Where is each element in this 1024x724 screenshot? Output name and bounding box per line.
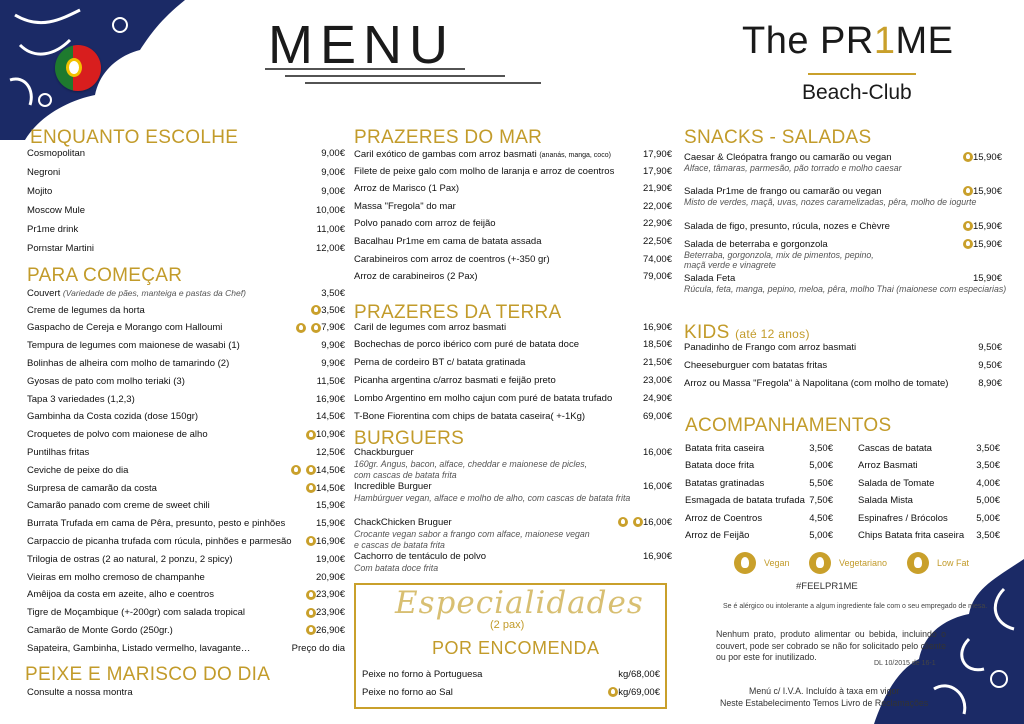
item-name: Cascas de batata xyxy=(858,442,932,454)
item-price: 14,50€ xyxy=(315,482,345,494)
burger-item xyxy=(354,548,672,564)
item-price: 15,90€ xyxy=(972,220,1002,232)
land-item xyxy=(354,337,672,353)
item-name: Tempura de legumes com maionese de wasabi (1) xyxy=(27,340,240,352)
starter-item xyxy=(27,533,345,549)
item-price: 14,50€ xyxy=(315,411,345,423)
item-name: Salada Pr1me de frango ou camarão ou vegan xyxy=(684,185,882,197)
item-price: 14,50€ xyxy=(315,464,345,476)
item-price: 5,00€ xyxy=(809,530,833,541)
item-price: 16,90€ xyxy=(315,535,345,547)
drink-item xyxy=(27,202,345,218)
item-name: Creme de legumes da horta xyxy=(27,304,145,316)
item-price: 7,90€ xyxy=(321,322,345,334)
starter-item xyxy=(27,622,345,638)
item-price: 9,00€ xyxy=(321,166,345,178)
salad-item xyxy=(684,218,1002,234)
starter-item xyxy=(27,427,345,443)
sea-item xyxy=(354,233,672,249)
dietary-icon xyxy=(306,465,316,475)
item-price: 5,00€ xyxy=(809,460,833,471)
item-name: Carabineiros com arroz de coentros (+-350 gr) xyxy=(354,253,550,265)
section-title-mar: PRAZERES DO MAR xyxy=(354,127,543,148)
item-name: Cosmopolitan xyxy=(27,147,86,159)
burger-item xyxy=(354,478,672,494)
dietary-icon xyxy=(306,536,316,546)
item-name: Arroz Basmati xyxy=(858,460,918,471)
item-price: 4,50€ xyxy=(809,512,833,524)
dietary-icon xyxy=(963,152,973,162)
item-price: kg/68,00€ xyxy=(618,668,660,680)
item-price: 4,00€ xyxy=(976,477,1000,489)
item-price: 12,00€ xyxy=(315,242,345,254)
item-price: 26,90€ xyxy=(315,624,345,636)
brand-divider xyxy=(808,73,916,75)
dietary-icon xyxy=(608,687,618,697)
side-item xyxy=(858,440,1000,456)
drink-item xyxy=(27,240,345,256)
starter-item xyxy=(27,587,345,603)
dietary-icon xyxy=(306,430,316,440)
dietary-icon xyxy=(963,221,973,231)
starter-item xyxy=(27,462,345,478)
item-price: 18,50€ xyxy=(642,339,672,351)
item-name: Peixe no forno à Portuguesa xyxy=(362,668,483,680)
dietary-icon xyxy=(306,625,316,635)
item-price: 15,90€ xyxy=(315,500,345,512)
item-name: Cachorro de tentáculo de polvo xyxy=(354,550,487,562)
item-price: 69,00€ xyxy=(642,410,672,422)
item-price: 10,00€ xyxy=(315,204,345,216)
dietary-icon xyxy=(618,517,628,527)
item-description: Crocante vegan sabor a frango com alface, maionese vegan xyxy=(354,529,590,539)
dietary-icon xyxy=(306,608,316,618)
item-description: Com batata doce frita xyxy=(354,563,439,573)
item-name: Cheeseburguer com batatas fritas xyxy=(684,359,828,371)
item-price: 17,90€ xyxy=(642,165,672,177)
section-title-acomp: ACOMPANHAMENTOS xyxy=(685,415,892,436)
item-price: 15,90€ xyxy=(972,272,1002,284)
land-item xyxy=(354,319,672,335)
item-name: Polvo panado com arroz de feijão xyxy=(354,218,496,230)
section-title-snacks: SNACKS - SALADAS xyxy=(684,127,872,148)
item-name: ChackChicken Bruguer xyxy=(354,516,452,528)
section-title-peixe: PEIXE E MARISCO DO DIA xyxy=(25,664,271,685)
item-price: 23,90€ xyxy=(315,607,345,619)
item-price: 3,50€ xyxy=(976,442,1000,454)
item-price: 23,90€ xyxy=(315,589,345,601)
item-name: Amêijoa da costa em azeite, alho e coentros xyxy=(27,589,214,601)
item-name: Sapateira, Gambinha, Listado vermelho, lavagante… xyxy=(27,642,251,654)
item-price: 3,50€ xyxy=(976,530,1000,541)
dietary-icon xyxy=(291,465,301,475)
item-price: 22,90€ xyxy=(642,218,672,230)
item-name: Gyosas de pato com molho teriaki (3) xyxy=(27,375,185,387)
item-price: 12,50€ xyxy=(315,446,345,458)
item-description: e cascas de batata frita xyxy=(354,540,445,550)
kids-item xyxy=(684,357,1002,373)
item-price: 11,50€ xyxy=(316,375,345,387)
item-name: Arroz de Feijão xyxy=(685,530,750,541)
item-price: 23,00€ xyxy=(642,374,672,386)
menu-title: MENU xyxy=(268,15,455,75)
section-title-burguers: BURGUERS xyxy=(354,428,465,449)
item-name: Salada Feta xyxy=(684,272,736,284)
item-description: maçã verde e vinagrete xyxy=(684,260,776,270)
item-name: Bolinhas de alheira com molho de tamarindo (2) xyxy=(27,357,230,369)
item-price: 15,90€ xyxy=(972,185,1002,197)
item-name: Gambinha da Costa cozida (dose 150gr) xyxy=(27,411,199,423)
item-price: 8,90€ xyxy=(978,377,1002,389)
item-price: 21,90€ xyxy=(642,183,672,195)
item-name: Bochechas de porco ibérico com puré de batata doce xyxy=(354,339,579,351)
item-name: T-Bone Fiorentina com chips de batata caseira( +-1Kg) xyxy=(354,410,586,422)
side-item xyxy=(685,510,833,526)
item-price: 5,50€ xyxy=(809,477,833,489)
section-title-terra: PRAZERES DA TERRA xyxy=(354,302,562,323)
starter-item xyxy=(27,605,345,621)
item-name: Chackburguer xyxy=(354,446,414,458)
item-price: 15,90€ xyxy=(972,238,1002,250)
item-name: Arroz de Marisco (1 Pax) xyxy=(354,183,460,195)
item-description: Misto de verdes, maçã, uvas, nozes caramelizadas, pêra, molho de iogurte xyxy=(684,197,977,207)
especialidades-title: POR ENCOMENDA xyxy=(432,638,600,658)
item-name: Surpresa de camarão da costa xyxy=(27,482,157,494)
item-price: 20,90€ xyxy=(315,571,345,583)
side-item xyxy=(858,475,1000,491)
dietary-icon xyxy=(306,483,316,493)
side-item xyxy=(685,475,833,491)
dietary-icon xyxy=(633,517,643,527)
starter-item xyxy=(27,516,345,532)
item-name: Puntilhas fritas xyxy=(27,446,90,458)
side-item xyxy=(858,458,1000,474)
drink-item xyxy=(27,145,345,161)
item-name: Gaspacho de Cereja e Morango com Halloumi xyxy=(27,322,223,334)
side-item xyxy=(685,493,833,509)
item-name: Arroz de carabineiros (2 Pax) xyxy=(354,271,478,283)
sea-item xyxy=(354,181,672,197)
starter-item xyxy=(27,569,345,585)
item-price: 7,50€ xyxy=(809,495,833,506)
peixe-note: Consulte a nossa montra xyxy=(27,686,133,698)
sea-item xyxy=(354,251,672,267)
dietary-icon xyxy=(311,323,321,333)
starter-item xyxy=(27,444,345,460)
vegetarian-icon xyxy=(809,552,831,574)
land-item xyxy=(354,355,672,371)
legend-vegan: Vegan xyxy=(734,552,790,574)
item-name: Salada de beterraba e gorgonzola xyxy=(684,238,828,250)
item-name: Salada de Tomate xyxy=(858,477,935,489)
drink-item xyxy=(27,221,345,237)
side-item xyxy=(685,458,833,474)
brand-logo: The PR1ME xyxy=(742,20,954,62)
item-name: Salada de figo, presunto, rúcula, nozes e Chèvre xyxy=(684,220,890,232)
starter-item xyxy=(27,338,345,354)
item-name: Massa "Fregola" do mar xyxy=(354,200,456,212)
brand-subtitle: Beach-Club xyxy=(802,81,912,104)
item-price: 9,90€ xyxy=(321,340,345,352)
item-price: 9,00€ xyxy=(321,147,345,159)
side-item xyxy=(858,528,1000,544)
land-item xyxy=(354,390,672,406)
dietary-icon xyxy=(963,239,973,249)
starter-item xyxy=(27,409,345,425)
item-name: Ceviche de peixe do dia xyxy=(27,464,129,476)
starter-item xyxy=(27,320,345,336)
item-name: Peixe no forno ao Sal xyxy=(362,686,453,698)
item-price: 3,50€ xyxy=(809,442,833,454)
item-description: Hambúrguer vegan, alface e molho de alho, com cascas de batata frita xyxy=(354,493,631,503)
item-name: Batata doce frita xyxy=(685,460,755,471)
item-name: Perna de cordeiro BT c/ batata gratinada xyxy=(354,357,526,369)
allergy-note: Se é alérgico ou intolerante a algum ingrediente fale com o seu empregado de mesa. xyxy=(723,603,988,610)
item-price: 3,50€ xyxy=(321,304,345,316)
item-price: 9,90€ xyxy=(321,357,345,369)
vegan-icon xyxy=(734,552,756,574)
starter-item xyxy=(27,498,345,514)
especialidades-pax: (2 pax) xyxy=(490,619,525,631)
item-price: 5,00€ xyxy=(976,495,1000,506)
special-item xyxy=(362,684,660,700)
starter-item xyxy=(27,480,345,496)
item-name: Croquetes de polvo com maionese de alho xyxy=(27,429,208,441)
item-name: Batata frita caseira xyxy=(685,442,765,454)
sea-item xyxy=(354,163,672,179)
item-price: 16,00€ xyxy=(642,480,672,492)
special-item xyxy=(362,666,660,682)
item-name: Camarão panado com creme de sweet chili xyxy=(27,500,210,512)
item-price: 16,90€ xyxy=(642,550,672,562)
dietary-icon xyxy=(311,305,321,315)
item-price: 5,00€ xyxy=(976,512,1000,524)
item-price: 3,50€ xyxy=(976,460,1000,471)
item-price: 16,90€ xyxy=(315,393,345,405)
item-description: com cascas de batata frita xyxy=(354,470,457,480)
item-description: 160gr. Angus, bacon, alface, cheddar e maionese de picles, xyxy=(354,459,588,469)
sea-item xyxy=(354,198,672,214)
item-name: Moscow Mule xyxy=(27,204,86,216)
section-title-comecar: PARA COMEÇAR xyxy=(27,265,183,286)
item-name: Bacalhau Pr1me em cama de batata assada xyxy=(354,235,542,247)
item-name: Trilogia de ostras (2 ao natural, 2 ponzu, 2 spicy) xyxy=(27,553,233,565)
starter-item xyxy=(27,355,345,371)
item-name: Tigre de Moçambique (+-200gr) com salada tropical xyxy=(27,607,245,619)
item-name: Caril de legumes com arroz basmati xyxy=(354,321,507,333)
item-name: Espinafres / Brócolos xyxy=(858,512,948,524)
legal-reference: DL 10/2015 de 16-1 xyxy=(874,660,936,667)
especialidades-script: Especialidades xyxy=(395,585,644,621)
item-price: 10,90€ xyxy=(315,429,345,441)
item-name: Negroni xyxy=(27,166,61,178)
menu-item-caril-gambas: Caril exótico de gambas com arroz basmati (ananás, manga, coco) 17,90€ xyxy=(354,148,672,160)
item-description: Alface, tâmaras, parmesão, pão torrado e molho caesar xyxy=(684,163,902,173)
item-name: Lombo Argentino em molho cajun com puré de batata trufado xyxy=(354,392,613,404)
item-price: 16,00€ xyxy=(642,446,672,458)
menu-item-couvert: Couvert (Variedade de pães, manteiga e pastas da Chef) 3,50€ xyxy=(27,287,345,299)
kids-item xyxy=(684,375,1002,391)
sea-item xyxy=(354,216,672,232)
burger-item xyxy=(354,444,672,460)
starter-item xyxy=(27,302,345,318)
item-name: Chips Batata frita caseira xyxy=(858,530,965,541)
low-fat-icon xyxy=(907,552,929,574)
item-description: Beterraba, gorgonzola, mix de pimentos, pepino, xyxy=(684,250,874,260)
land-item xyxy=(354,408,672,424)
legend-vegetariano: Vegetariano xyxy=(809,552,887,574)
item-name: Panadinho de Frango com arroz basmati xyxy=(684,341,857,353)
item-name: Burrata Trufada em cama de Pêra, presunto, pesto e pinhões xyxy=(27,518,286,530)
item-price: 9,50€ xyxy=(978,341,1002,353)
item-price: 24,90€ xyxy=(642,392,672,404)
item-price: 9,00€ xyxy=(321,185,345,197)
couvert-disclaimer: Nenhum prato, produto alimentar ou bebida, incluindo o couvert, pode ser cobrado se não for solicitado pelo cliente ou por este for inutilizado. xyxy=(716,629,946,662)
item-name: Pornstar Martini xyxy=(27,242,95,254)
complaints-book-note: Neste Estabelecimento Temos Livro de Reclamações xyxy=(720,698,929,708)
item-name: Esmagada de batata trufada xyxy=(685,495,805,506)
iva-note: Menú c/ I.V.A. Incluído à taxa em vigor xyxy=(749,686,900,696)
item-name: Carpaccio de picanha trufada com rúcula, pinhões e parmesão xyxy=(27,535,292,547)
item-price: 22,00€ xyxy=(642,200,672,212)
item-name: Batatas gratinadas xyxy=(685,477,765,489)
menu-title-underline xyxy=(265,66,545,88)
item-name: Arroz ou Massa "Fregola" à Napolitana (com molho de tomate) xyxy=(684,377,949,389)
starter-item xyxy=(27,551,345,567)
starter-item xyxy=(27,391,345,407)
item-name: Pr1me drink xyxy=(27,223,79,235)
section-title-enquanto: ENQUANTO ESCOLHE xyxy=(30,127,239,148)
portugal-flag-icon[interactable] xyxy=(55,45,101,91)
kids-item xyxy=(684,339,1002,355)
item-price: 9,50€ xyxy=(978,359,1002,371)
section-title-kids: KIDS (até 12 anos) xyxy=(684,322,810,343)
item-price: 79,00€ xyxy=(642,271,672,283)
item-price: 19,00€ xyxy=(315,553,345,565)
land-item xyxy=(354,372,672,388)
hashtag: #FEELPR1ME xyxy=(796,581,858,592)
item-price: 74,00€ xyxy=(642,253,672,265)
item-price: 21,50€ xyxy=(642,357,672,369)
starter-item xyxy=(27,373,345,389)
item-price: 15,90€ xyxy=(972,151,1002,163)
dietary-icon xyxy=(963,186,973,196)
item-name: Caesar & Cleópatra frango ou camarão ou vegan xyxy=(684,151,892,163)
item-name: Filete de peixe galo com molho de laranja e arroz de coentros xyxy=(354,165,615,177)
drink-item xyxy=(27,183,345,199)
item-name: Arroz de Coentros xyxy=(685,512,763,524)
item-name: Incredible Burguer xyxy=(354,480,432,492)
item-name: Mojito xyxy=(27,185,53,197)
item-description: Rúcula, feta, manga, pepino, meloa, pêra, molho Thai (maionese com especiarias) xyxy=(684,284,1007,294)
side-item xyxy=(858,510,1000,526)
item-name: Vieiras em molho cremoso de champanhe xyxy=(27,571,205,583)
item-price: 16,90€ xyxy=(642,321,672,333)
drink-item xyxy=(27,164,345,180)
item-name: Camarão de Monte Gordo (250gr.) xyxy=(27,624,173,636)
sea-item xyxy=(354,269,672,285)
item-price: 16,00€ xyxy=(642,516,672,528)
legend-lowfat: Low Fat xyxy=(907,552,969,574)
item-name: Picanha argentina c/arroz basmati e feijão preto xyxy=(354,374,556,386)
item-price: 22,50€ xyxy=(642,235,672,247)
burger-item xyxy=(354,514,672,530)
side-item xyxy=(685,528,833,544)
item-price: 11,00€ xyxy=(316,223,345,235)
side-item xyxy=(685,440,833,456)
dietary-icon xyxy=(306,590,316,600)
starter-item xyxy=(27,640,345,656)
item-price: 15,90€ xyxy=(315,518,345,530)
dietary-icon xyxy=(296,323,306,333)
side-item xyxy=(858,493,1000,509)
item-name: Tapa 3 variedades (1,2,3) xyxy=(27,393,135,405)
item-price: Preço do dia xyxy=(291,642,345,654)
item-price: kg/69,00€ xyxy=(618,686,660,698)
item-name: Salada Mista xyxy=(858,495,913,506)
